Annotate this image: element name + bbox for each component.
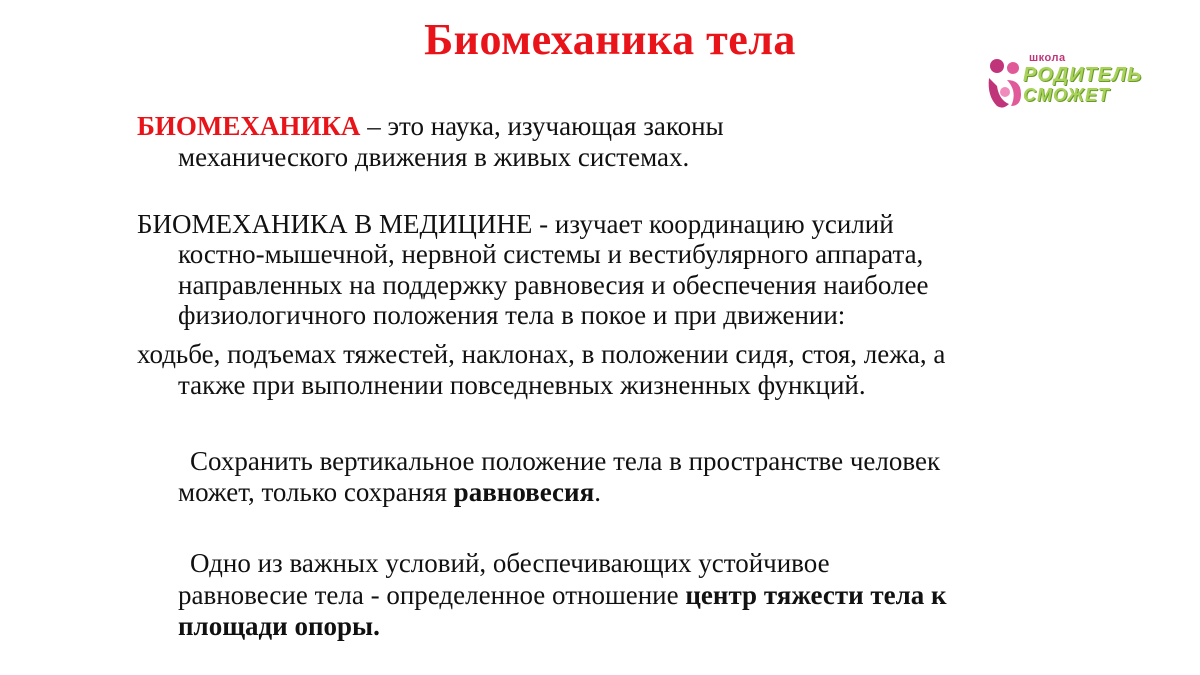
medicine-line-2: костно-мышечной, нервной системы и вестибулярного аппарата,: [178, 239, 924, 269]
school-logo: [985, 52, 1145, 112]
definition-text: – это наука, изучающая законы: [360, 111, 724, 141]
stability-line-1: Одно из важных условий, обеспечивающих устойчивое: [190, 548, 830, 578]
definition-line-1: [137, 110, 724, 142]
balance-line-1: Сохранить вертикальное положение тела в пространстве человек: [190, 446, 941, 476]
medicine-line-4: физиологичного положения тела в покое и при движении:: [178, 300, 846, 330]
term-biomechanics: БИОМЕХАНИКА: [137, 111, 361, 141]
medicine-line-3: направленных на поддержку равновесия и обеспечения наиболее: [178, 270, 929, 300]
medicine-line-1: БИОМЕХАНИКА В МЕДИЦИНЕ - изучает координацию усилий: [137, 209, 894, 239]
stability-text: равновесие тела - определенное отношение: [178, 580, 686, 610]
logo-line-1: РОДИТЕЛЬ: [1023, 64, 1143, 86]
medicine-line-5: ходьбе, подъемах тяжестей, наклонах, в положении сидя, стоя, лежа, а: [137, 339, 946, 369]
term-center-of-gravity: центр тяжести тела к: [685, 580, 947, 610]
medicine-line-6: также при выполнении повседневных жизненных функций.: [178, 370, 866, 400]
page-title: Биомеханика тела: [424, 15, 796, 64]
balance-period: .: [594, 477, 601, 507]
balance-text: может, только сохраняя: [178, 477, 454, 507]
logo-line-2: СМОЖЕТ: [1023, 85, 1110, 105]
term-balance: равновесия: [453, 477, 595, 507]
stability-line-2: [178, 579, 947, 611]
logo-small-text: школа: [1029, 52, 1066, 64]
definition-line-2: механического движения в живых системах.: [178, 142, 690, 172]
balance-line-2: [178, 476, 601, 508]
stability-line-3: площади опоры.: [178, 611, 380, 641]
